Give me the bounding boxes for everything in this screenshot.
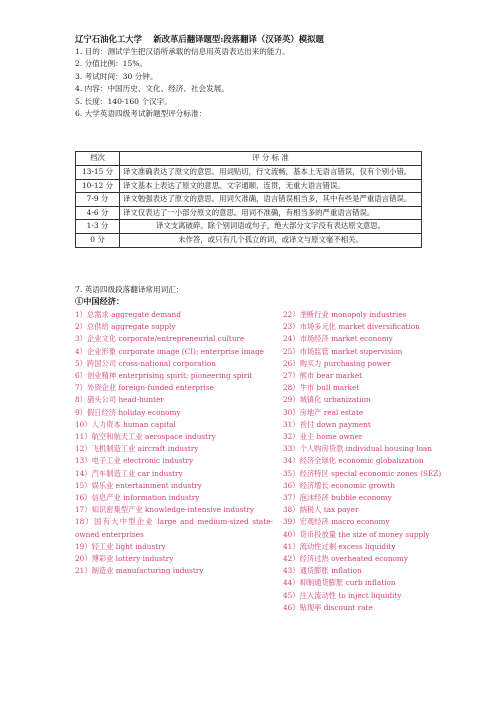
band-cell: 0 分 xyxy=(76,233,120,247)
vocab-item: 28）牛市 bull market xyxy=(283,383,360,393)
vocab-item: 21）制造业 manufacturing industry xyxy=(75,566,204,576)
criteria-cell: 译文勉强表达了原文的意思。用词欠准确，语言错误相当多，其中有些是严重语言错误。 xyxy=(120,193,422,207)
header-criteria: 评 分 标 准 xyxy=(120,152,422,166)
vocab-item: 6）创业精神 enterprising spirit; pioneering spirit xyxy=(75,371,253,381)
vocab-item: 34）经济全球化 economic globalization xyxy=(283,456,424,466)
vocab-item: 39）宏观经济 macro economy xyxy=(283,517,390,527)
vocab-column-left xyxy=(75,309,273,577)
info-item: 6. 大学英语四级考试新题型评分标准： xyxy=(75,109,207,119)
vocab-item: 24）市场经济 market economy xyxy=(283,334,393,344)
vocab-item: 41）流动性过剩 excess liquidity xyxy=(283,541,396,551)
criteria-cell: 译文准确表达了原文的意思。用词贴切，行文流畅，基本上无语言错误，仅有个别小错。 xyxy=(120,166,422,180)
vocab-item: 3）企业文化 corporate/entrepreneurial culture xyxy=(75,334,245,344)
page-title: 辽宁石油化工大学 新改革后翻译题型:段落翻译（汉译英）模拟题 xyxy=(75,34,324,44)
vocab-item: 40）货币投放量 the size of money supply xyxy=(283,529,430,539)
vocab-item: 27）熊市 bear market xyxy=(283,371,363,381)
band-cell: 13-15 分 xyxy=(76,166,120,180)
vocab-item: 36）经济增长 economic growth xyxy=(283,480,396,490)
vocab-item: 43）通货膨胀 inflation xyxy=(283,566,362,576)
band-cell: 1-3 分 xyxy=(76,220,120,234)
vocab-item: 46）贴现率 discount rate xyxy=(283,602,373,612)
table-header-row xyxy=(76,152,422,166)
vocab-item: 29）城镇化 urbanization xyxy=(283,395,371,405)
vocab-item: 30）房地产 real estate xyxy=(283,407,364,417)
criteria-cell: 译文仅表达了一小部分原文的意思。用词不准确，有相当多的严重语言错误。 xyxy=(120,206,422,220)
vocab-item: 32）业主 home owner xyxy=(283,432,363,442)
vocab-item: 2）总供给 aggregate supply xyxy=(75,322,176,332)
table-row xyxy=(76,179,422,193)
band-cell: 10-12 分 xyxy=(76,179,120,193)
vocab-item: 9）假日经济 holiday economy xyxy=(75,407,181,417)
vocab-item: 19）轻工业 light industry xyxy=(75,541,166,551)
vocab-item: 35）经济特区 special economic zones (SEZ) xyxy=(283,468,442,478)
vocab-item: 38）纳税人 tax payer xyxy=(283,505,359,515)
vocab-item: 14）汽车制造工业 car industry xyxy=(75,468,183,478)
vocab-item: 7）外资企业 foreign-funded enterprise xyxy=(75,383,214,393)
vocab-item: 17）知识密集型产业 knowledge-intensive industry xyxy=(75,505,255,515)
vocab-column-right xyxy=(283,309,483,614)
vocab-item: 12）飞机制造工业 aircraft industry xyxy=(75,444,199,454)
vocab-item: 13）电子工业 electronic industry xyxy=(75,456,194,466)
table-row xyxy=(76,206,422,220)
vocab-item: 37）泡沫经济 bubble economy xyxy=(283,493,392,503)
vocab-item: 1）总需求 aggregate demand xyxy=(75,310,181,319)
vocab-item: 22）垄断行业 monopoly industries xyxy=(283,310,407,319)
vocab-item: 15）娱乐业 entertainment industry xyxy=(75,480,202,490)
vocab-item: 42）经济过热 overheated economy xyxy=(283,554,408,564)
vocab-item: 26）购买力 purchasing power xyxy=(283,358,391,368)
vocab-item: 33）个人购房贷款 individual housing loan xyxy=(283,444,432,454)
vocab-item: 16）信息产业 information industry xyxy=(75,493,200,503)
band-cell: 4-6 分 xyxy=(76,206,120,220)
criteria-cell: 译文基本上表达了原文的意思。文字通顺、连贯，无重大语言错误。 xyxy=(120,179,422,193)
criteria-cell: 未作答，或只有几个孤立的词，或译文与原文毫不相关。 xyxy=(120,233,422,247)
info-item: 2. 分值比例：15%。 xyxy=(75,59,148,69)
info-item: 1. 目的：测试学生把汉语所承载的信息用英语表达出来的能力。 xyxy=(75,47,290,56)
vocab-item: 4）企业形象 corporate image (CI); enterprise image xyxy=(75,346,264,356)
vocab-item: 10）人力资本 human capital xyxy=(75,419,176,429)
info-list xyxy=(75,46,290,120)
info-item: 4. 内容：中国历史、文化、经济、社会发展。 xyxy=(75,84,229,94)
scoring-table xyxy=(75,151,422,248)
vocab-item: 31）首付 down payment xyxy=(283,419,371,429)
header-band: 档次 xyxy=(76,152,120,166)
table-row xyxy=(76,233,422,247)
vocab-item: 23）市场多元化 market diversification xyxy=(283,322,420,332)
info-item: 3. 考试时间：30 分钟。 xyxy=(75,71,158,81)
vocab-item: 45）注入流动性 to inject liquidity xyxy=(283,590,402,600)
vocab-item: 44）抑制通货膨胀 curb inflation xyxy=(283,578,396,588)
vocab-heading: 7. 英语四级段落翻译常用词汇： xyxy=(75,285,184,294)
vocab-item: 8）猎头公司 head-hunter xyxy=(75,395,164,405)
table-row xyxy=(76,166,422,180)
band-cell: 7-9 分 xyxy=(76,193,120,207)
table-row xyxy=(76,220,422,234)
vocab-item: 25）市场监管 market supervision xyxy=(283,346,403,356)
section-heading: ①中国经济： xyxy=(75,296,125,306)
vocab-item: 5）跨国公司 cross-national corporation xyxy=(75,358,217,368)
vocab-item: 20）博彩业 lottery industry xyxy=(75,554,174,564)
info-item: 5. 长度：140-160 个汉字。 xyxy=(75,96,172,106)
table-row xyxy=(76,193,422,207)
vocab-item: 18）国有大中型企业 large and medium-sized state-owned enterprises xyxy=(75,517,273,539)
criteria-cell: 译文支离破碎。除个别词语或句子，绝大部分文字没有表达原文意思。 xyxy=(120,220,422,234)
vocab-item: 11）航空和航天工业 aerospace industry xyxy=(75,432,216,442)
